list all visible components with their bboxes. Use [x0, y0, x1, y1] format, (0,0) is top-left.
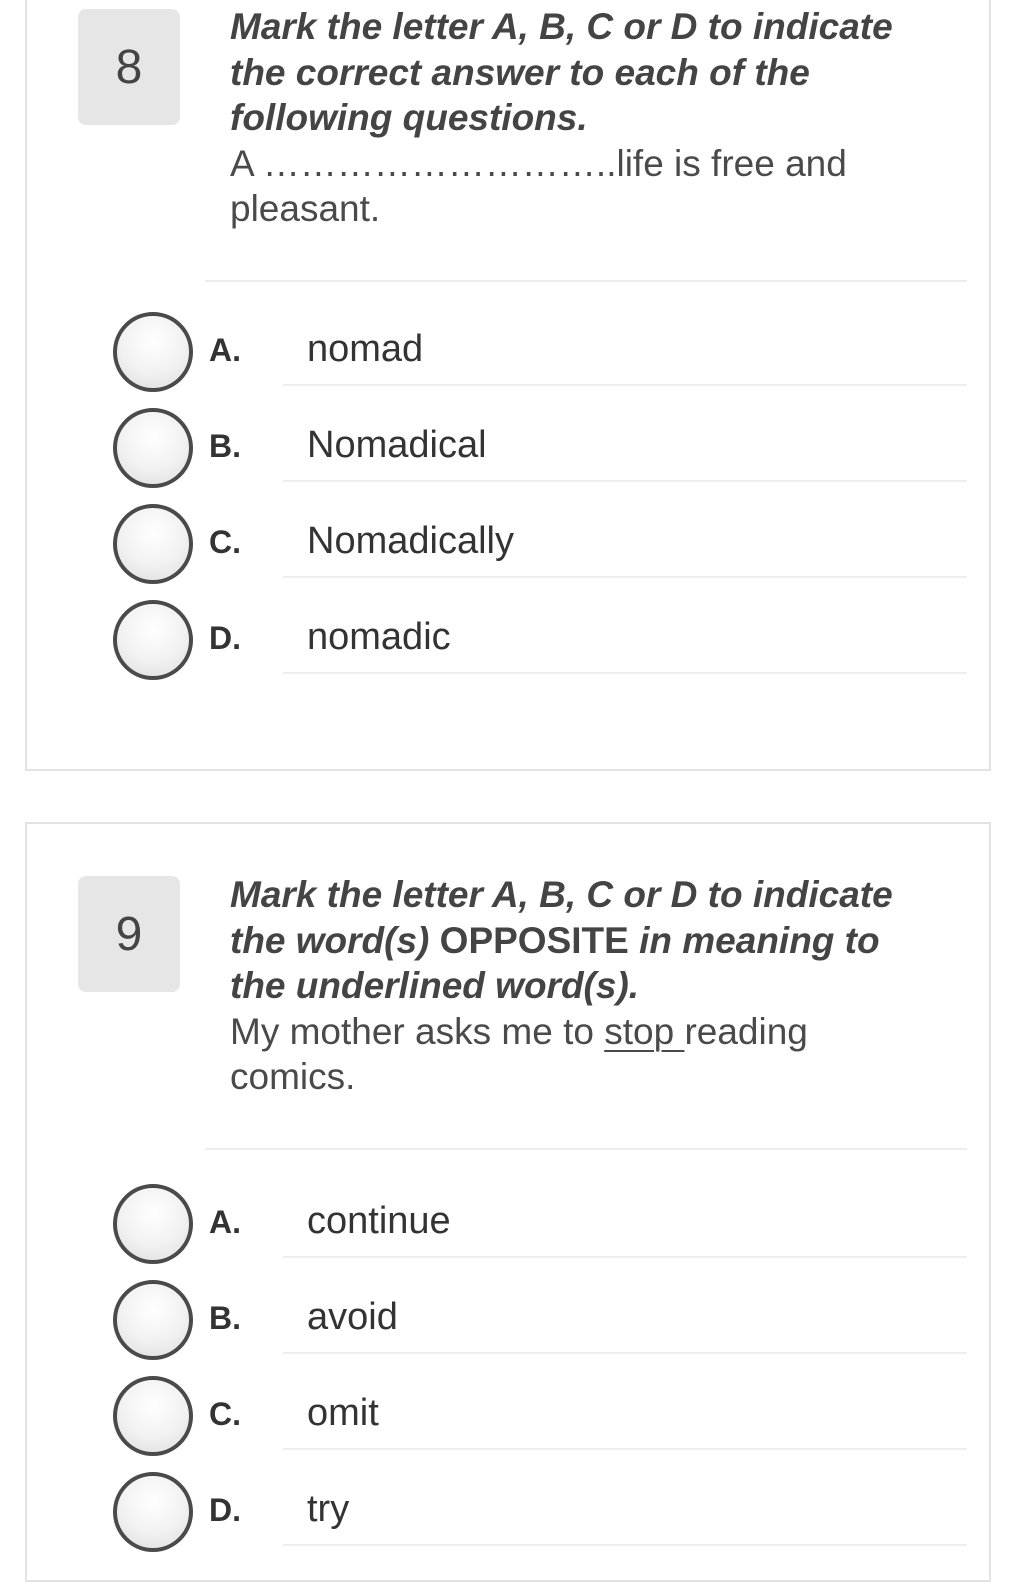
question-card-9 — [25, 822, 991, 1582]
option-label[interactable]: Nomadically — [307, 520, 514, 562]
instruction-part-2: in meaning to the underlined word(s). — [230, 919, 880, 1006]
option-label[interactable]: nomadic — [307, 616, 451, 658]
option-label[interactable]: try — [307, 1488, 350, 1530]
option-a[interactable] — [111, 310, 971, 406]
option-label[interactable]: continue — [307, 1200, 451, 1242]
option-divider — [283, 672, 967, 674]
question-instruction — [230, 872, 930, 1009]
option-label[interactable]: Nomadical — [307, 424, 487, 466]
stem-before: My mother asks me to — [230, 1010, 594, 1052]
option-label[interactable]: avoid — [307, 1296, 398, 1338]
option-a[interactable] — [111, 1182, 971, 1278]
option-label[interactable]: nomad — [307, 328, 424, 370]
question-number-badge: 9 — [78, 876, 180, 992]
option-letter: C. — [209, 524, 241, 560]
option-label[interactable]: omit — [307, 1392, 379, 1434]
option-letter: D. — [209, 620, 241, 656]
option-letter: C. — [209, 1396, 241, 1432]
option-d[interactable] — [111, 1470, 971, 1566]
option-b[interactable] — [111, 1278, 971, 1374]
option-letter: D. — [209, 1492, 241, 1528]
instruction-emphasis: OPPOSITE — [439, 919, 629, 961]
option-divider — [283, 480, 967, 482]
question-text — [230, 872, 930, 1100]
question-stem — [230, 1009, 930, 1100]
option-d[interactable] — [111, 598, 971, 694]
answer-options — [111, 1182, 971, 1566]
option-divider — [283, 1448, 967, 1450]
option-c-radio[interactable] — [113, 1376, 193, 1456]
option-b[interactable] — [111, 406, 971, 502]
option-divider — [283, 384, 967, 386]
option-letter: A. — [209, 332, 241, 368]
stem-underlined-word: stop — [604, 1010, 685, 1052]
option-c[interactable] — [111, 1374, 971, 1470]
option-a-radio[interactable] — [113, 312, 193, 392]
instruction-part-1: Mark the letter A, B, C or D to indicate the word(s) — [230, 874, 893, 961]
answer-options — [111, 310, 971, 694]
option-letter: A. — [209, 1204, 241, 1240]
option-divider — [283, 576, 967, 578]
option-a-radio[interactable] — [113, 1184, 193, 1264]
option-c-radio[interactable] — [113, 504, 193, 584]
question-instruction: Mark the letter A, B, C or D to indicate the correct answer to each of the following questions. — [230, 6, 893, 138]
option-divider — [283, 1256, 967, 1258]
question-text — [230, 4, 930, 232]
option-letter: B. — [209, 1300, 241, 1336]
question-card-8 — [25, 0, 991, 771]
option-divider — [283, 1544, 967, 1546]
option-d-radio[interactable] — [113, 600, 193, 680]
question-divider — [205, 1148, 967, 1150]
question-divider — [205, 280, 967, 282]
option-d-radio[interactable] — [113, 1472, 193, 1552]
option-b-radio[interactable] — [113, 408, 193, 488]
option-b-radio[interactable] — [113, 1280, 193, 1360]
question-stem: A ………………………..life is free and pleasant. — [230, 142, 847, 229]
option-letter: B. — [209, 428, 241, 464]
question-number-badge: 8 — [78, 9, 180, 125]
stem-after: reading comics. — [230, 1010, 808, 1097]
option-c[interactable] — [111, 502, 971, 598]
option-divider — [283, 1352, 967, 1354]
